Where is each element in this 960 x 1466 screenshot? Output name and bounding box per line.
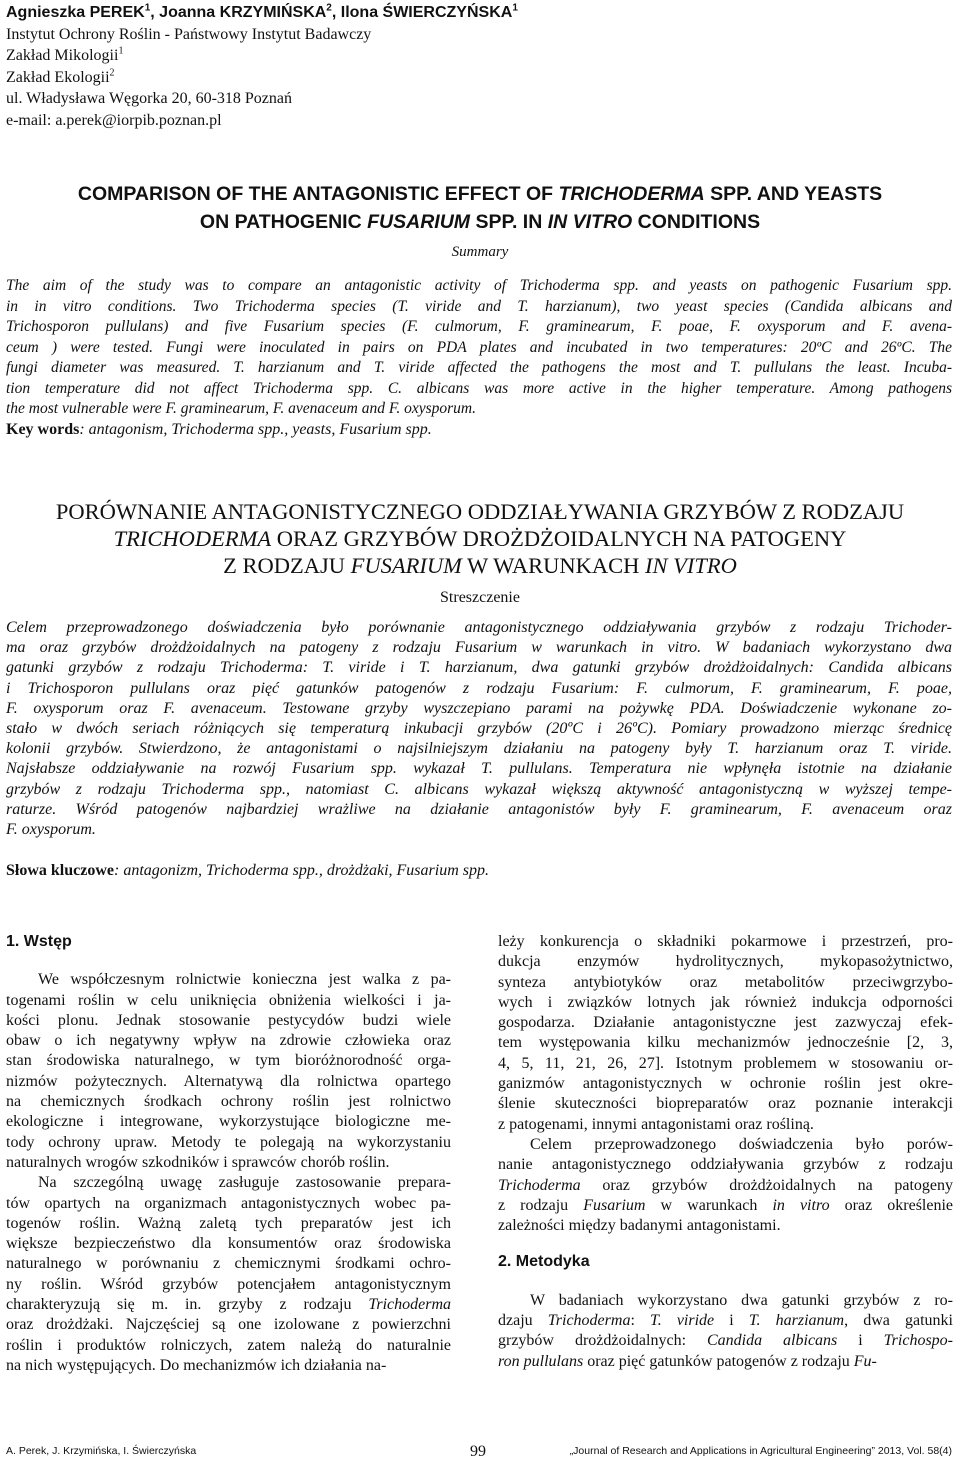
text-line: togenami roślin w celu uniknięcia obniżenia wielkości i ja- <box>6 991 451 1009</box>
text-line: oraz drożdżaki. Najczęściej są one izolowane z powierzchni <box>6 1316 451 1334</box>
department-2: Zakład Ekologii$^2$ <box>6 67 115 86</box>
text-line: z patogenami, innymi antagonistami oraz rośliną. <box>498 1115 814 1133</box>
polish-abstract <box>6 618 952 840</box>
text-line: ma oraz grzybów drożdżoidalnych na patogeny z rodzaju Fusarium w warunkach in vitro. W badaniach wykorzystano dwa <box>6 639 952 657</box>
text-line: in in vitro conditions. Two Trichoderma species (T. viride and T. harzianum), two yeast species (Candida albicans and <box>6 297 952 315</box>
slowa-kluczowe-label: Słowa kluczowe <box>6 862 114 879</box>
text-line: leży konkurencja o składniki pokarmowe i przestrzeń, pro- <box>498 933 953 950</box>
text-line: F. oxysporum oraz F. avenaceum. Testowane grzyby wyszczepiano parami na pożywkę PDA. Doświadczenie wykonane zo- <box>6 699 952 717</box>
text-line: grzybów drożdżoidalnych: Candida albicans i Trichospo- <box>498 1332 953 1350</box>
text-line: 4, 5, 11, 21, 26, 27]. Istotnym problemem w stosowaniu or- <box>498 1054 953 1072</box>
text-line: naturalnego w porównaniu z chemicznymi środkami ochro- <box>6 1255 451 1273</box>
text-line: gatunki grzybów z rodzaju Trichoderma: T. viride i T. harzianum, dwa gatunki grzybów drożdżoidalnych: Candida albicans <box>6 659 952 677</box>
text-line: F. oxysporum. <box>6 821 96 839</box>
text-line: stało w dwóch seriach różniących się temperaturą inkubacji grzybów (20ºC i 26ºC). Pomiary prowadzono mierząc średnicę <box>6 720 952 738</box>
text-line: gospodarza. Działanie antagonistyczne jest zazwyczaj efek- <box>498 1014 953 1032</box>
left-column <box>6 932 451 1376</box>
section-1-heading: 1. Wstęp <box>6 933 72 950</box>
text-line: kości plonu. Jednak stosowanie pestycydów budzi wiele <box>6 1011 451 1029</box>
text-line: nanie antagonistycznego oddziaływania grzybów z rodzaju <box>498 1156 953 1174</box>
text-line: nizmów pożytecznych. Alternatywą dla rolnictwa opartego <box>6 1072 451 1090</box>
intro-paragraph-4 <box>498 1135 953 1236</box>
text-line: raturze. Wśród patogenów najbardziej wrażliwe na działanie antagonistów były F. graminearum, F. avenaceum oraz <box>6 800 952 818</box>
authors: Agnieszka PEREK$^1$, Joanna KRZYMIŃSKA$^2$, Ilona ŚWIERCZYŃSKA$^1$ <box>6 2 518 21</box>
text-line: ron pullulans oraz pięć gatunków patogenów z rodzaju Fu- <box>498 1352 877 1370</box>
text-line: większe bezpieczeństwo dla konsumentów oraz środowiska <box>6 1235 451 1253</box>
text-line: Celem przeprowadzonego doświadczenia było porównanie antagonistycznego oddziaływania grzybów z rodzaju Trichoder- <box>6 619 952 636</box>
text-line: dukcja enzymów hydrolitycznych, mykopasożytnictwo, <box>498 953 953 971</box>
text-line: tów opartych na organizmach antagonistycznych wobec pa- <box>6 1194 451 1212</box>
text-line: z rodzaju Fusarium w warunkach in vitro oraz określenie <box>498 1196 954 1214</box>
text-line: dzaju Trichoderma: T. viride i T. harzianum, dwa gatunki <box>498 1312 953 1330</box>
english-abstract <box>6 276 952 420</box>
english-title: COMPARISON OF THE ANTAGONISTIC EFFECT OF TRICHODERMA SPP. AND YEASTS ON PATHOGENIC FUSARIUM SPP. IN IN VITRO CONDITIONS <box>77 183 883 233</box>
summary-heading: Summary <box>451 244 509 260</box>
text-line: obaw o ich negatywny wpływ na zdrowie człowieka oraz <box>6 1032 451 1050</box>
text-line: ganizmów antagonistycznych w ochronie roślin jest okre- <box>498 1075 953 1093</box>
text-line: roślin i produktów rolniczych, zatem należą do naturalnie <box>6 1336 451 1354</box>
text-line: Najsłabsze oddziaływanie na rozwój Fusarium spp. wykazał T. pullulans. Temperatura nie wpłynęła istotnie na działanie <box>6 760 952 778</box>
page-number: 99 <box>470 1443 486 1460</box>
text-line: Na szczególną uwagę zasługuje zastosowanie prepara- <box>38 1174 451 1192</box>
text-line: ślenie skuteczności biopreparatów oraz poznanie interakcji <box>498 1095 953 1113</box>
polish-keywords <box>6 862 489 880</box>
text-line: ny roślin. Wśród grzybów potencjałem antagonistycznym <box>6 1275 451 1293</box>
text-line: fungi diameter was measured. T. harzianum and T. viride affected the pathogens the most and T. pullulans the least. Incuba- <box>6 359 952 376</box>
text-line: Celem przeprowadzonego doświadczenia było porów- <box>530 1135 953 1153</box>
text-line: na chemicznych środkach ochrony roślin jest rolnictwo <box>6 1093 451 1111</box>
text-line: tem występowania kilku mechanizmów jednocześnie [2, 3, <box>498 1034 953 1052</box>
keywords-text: : antagonism, Trichoderma spp., yeasts, Fusarium spp. <box>79 421 432 438</box>
department-1: Zakład Mikologii$^1$ <box>6 45 124 64</box>
text-line: W badaniach wykorzystano dwa gatunki grzybów z ro- <box>530 1291 953 1309</box>
address: ul. Władysława Węgorka 20, 60-318 Poznań <box>6 90 293 107</box>
polish-title: PORÓWNANIE ANTAGONISTYCZNEGO ODDZIAŁYWANIA GRZYBÓW Z RODZAJU TRICHODERMA ORAZ GRZYBÓW DROŻDŻOIDALNYCH NA PATOGENY Z RODZAJU FUSARIUM W WARUNKACH IN VITRO <box>55 499 905 578</box>
footer-authors: A. Perek, J. Krzymińska, I. Świerczyńska <box>6 1445 197 1457</box>
text-line: ekologiczne i integrowane, wykorzystujące biologiczne me- <box>6 1113 451 1131</box>
text-line: The aim of the study was to compare an antagonistic activity of Trichoderma spp. and yeasts on pathogenic Fusarium spp. <box>6 277 952 294</box>
text-line: charakteryzują się m. in. grzyby z rodzaju Trichoderma <box>6 1296 451 1314</box>
keywords-label: Key words <box>6 421 80 438</box>
affiliation-block <box>6 2 518 131</box>
text-line: We współczesnym rolnictwie konieczna jest walka z pa- <box>38 971 451 989</box>
text-line: stan środowiska naturalnego, w tym bioróżnorodność orga- <box>6 1052 451 1070</box>
text-line: i Trichosporon pullulans oraz pięć gatunków patogenów z rodzaju Fusarium: F. culmorum, F. graminearum, F. poae, <box>6 679 952 697</box>
intro-paragraph-1 <box>6 970 451 1173</box>
intro-paragraph-2 <box>6 1173 451 1376</box>
text-line: naturalnych wrogów szkodników i sprawców chorób roślin. <box>6 1153 390 1171</box>
methods-paragraph-1 <box>498 1291 953 1372</box>
text-line: tody ochrony upraw. Metody te polegają na wykorzystaniu <box>6 1133 451 1151</box>
institute: Instytut Ochrony Roślin - Państwowy Instytut Badawczy <box>6 25 372 43</box>
intro-paragraph-3 <box>498 932 953 1135</box>
text-line: wych i związków lotnych jak również indukcja odporności <box>498 993 953 1011</box>
text-line: synteza antybiotyków oraz metabolitów przeciwgrzybo- <box>498 973 953 991</box>
text-line: ceum ) were tested. Fungi were inoculated in pairs on PDA plates and incubated in two temperatures: 20ºC and 26ºC. The <box>6 338 952 356</box>
text-line: na nich występujących. Do mechanizmów ich działania na- <box>6 1356 387 1374</box>
text-line: kolonii grzybów. Stwierdzono, że antagonistami o najsilniejszym działaniu na patogeny były T. harzianum oraz T. viride. <box>6 740 952 758</box>
text-line: Trichosporon pullulans) and five Fusarium species (F. culmorum, F. graminearum, F. poae, F. oxysporum and F. avena- <box>6 318 952 335</box>
footer-journal: „Journal of Research and Applications in Agricultural Engineering” 2013, Vol. 58(4) <box>569 1445 952 1457</box>
slowa-kluczowe-text: : antagonizm, Trichoderma spp., drożdżaki, Fusarium spp. <box>114 862 489 879</box>
email: e-mail: a.perek@iorpib.poznan.pl <box>6 111 222 129</box>
text-line: tion temperature did not affect Trichoderma spp. C. albicans was more active in the higher temperature. Among pathogens <box>6 379 952 397</box>
text-line: zależności między badanymi antagonistami. <box>498 1217 781 1235</box>
section-2-heading: 2. Metodyka <box>498 1253 590 1271</box>
text-line: the most vulnerable were F. graminearum, F. avenaceum and F. oxysporum. <box>6 400 476 417</box>
text-line: Trichoderma oraz grzybów drożdżoidalnych na patogeny <box>498 1176 953 1194</box>
english-keywords <box>6 421 432 439</box>
streszczenie-heading: Streszczenie <box>440 589 520 606</box>
right-column <box>498 932 953 1372</box>
text-line: togenów roślin. Ważną zaletą tych preparatów jest ich <box>6 1214 451 1232</box>
text-line: grzybów z rodzaju Trichoderma spp., natomiast C. albicans wykazał większą aktywność antagonistyczną w wyższej tempe- <box>6 780 952 798</box>
